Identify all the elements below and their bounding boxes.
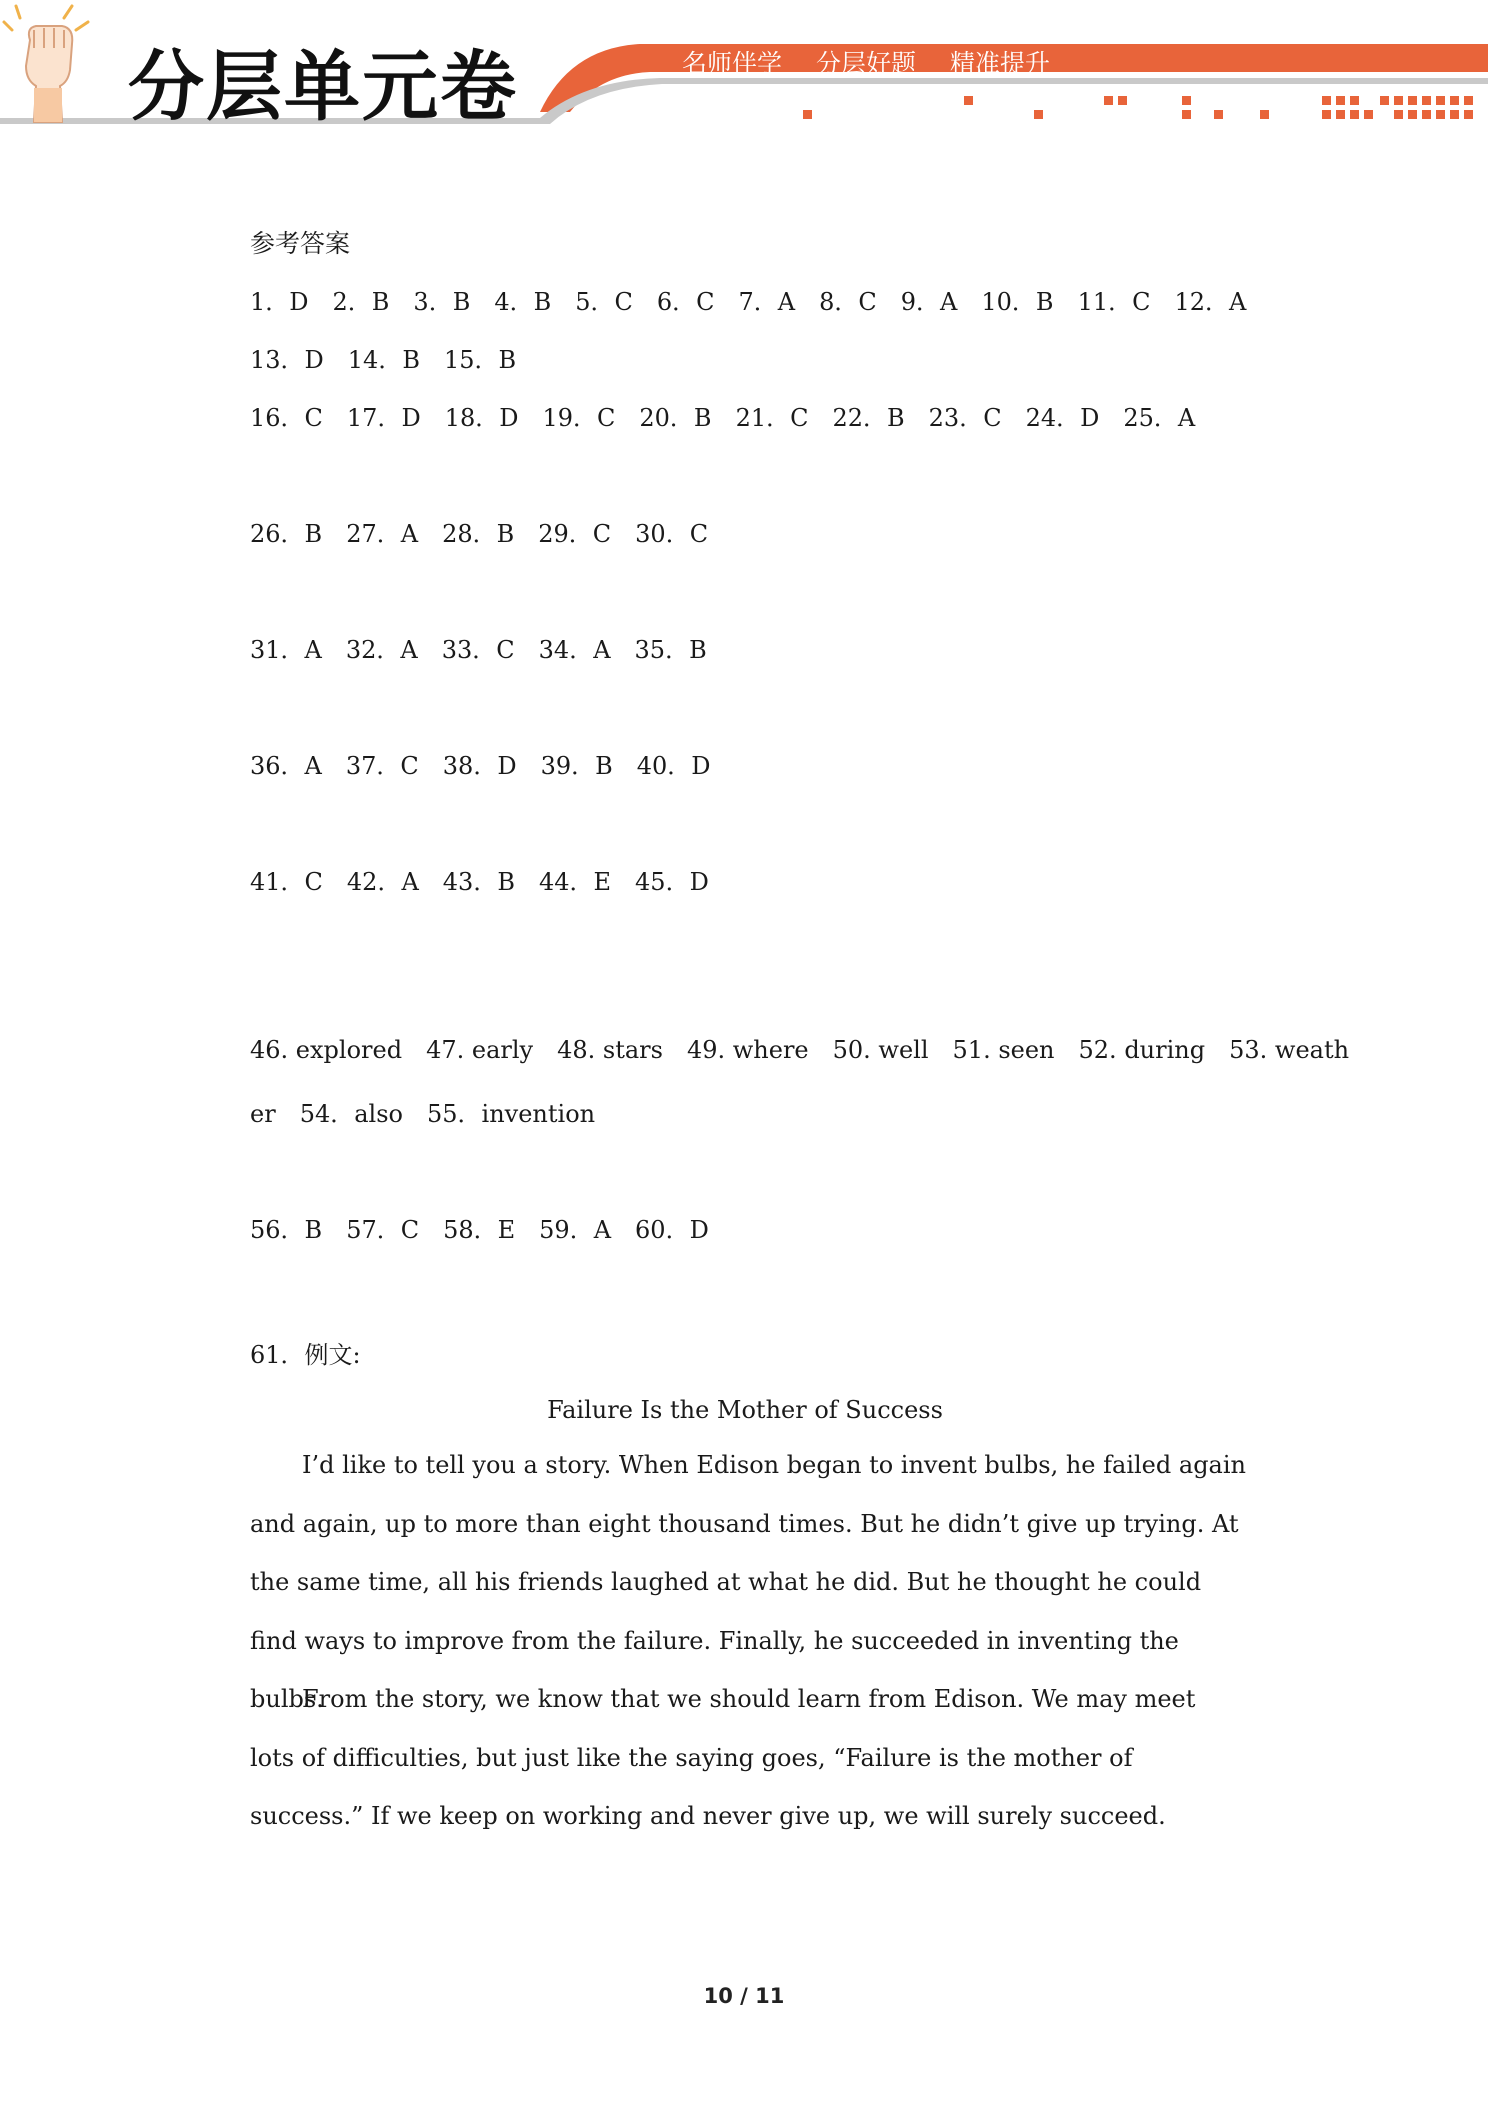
- answer-item: 10．B: [981, 288, 1054, 316]
- answer-item: 54．also: [299, 1100, 403, 1128]
- answer-item: 37．C: [345, 752, 419, 780]
- answer-item: 2．B: [332, 288, 390, 316]
- answer-item: 51. seen: [952, 1036, 1055, 1064]
- answer-item: er: [250, 1100, 276, 1128]
- answer-item: 27．A: [346, 520, 419, 548]
- answer-item: 59．A: [539, 1216, 612, 1244]
- series-title: 分层单元卷: [128, 42, 518, 131]
- answer-item: 22．B: [832, 404, 905, 432]
- answer-item: 57．C: [346, 1216, 420, 1244]
- page-header: [0, 0, 1488, 150]
- answer-item: 12．A: [1174, 288, 1247, 316]
- answer-item: 19．C: [542, 404, 616, 432]
- answer-item: 26．B: [250, 520, 323, 548]
- answer-row: [250, 340, 516, 375]
- answer-item: 7．A: [738, 288, 796, 316]
- answer-row: [250, 398, 1195, 433]
- answer-item: 25．A: [1123, 404, 1196, 432]
- answer-item: 35．B: [634, 636, 707, 664]
- answer-item: 52. during: [1078, 1036, 1206, 1064]
- page-number: 10 / 11: [703, 1984, 785, 2008]
- answer-item: 33．C: [441, 636, 515, 664]
- answer-item: 36．A: [250, 752, 322, 780]
- answer-item: 58．E: [443, 1216, 516, 1244]
- answer-item: 47. early: [426, 1036, 534, 1064]
- answer-item: 43．B: [442, 868, 515, 896]
- answer-item: 16．C: [250, 404, 323, 432]
- answer-key-heading: 参考答案: [250, 229, 351, 258]
- answer-item: 56．B: [250, 1216, 323, 1244]
- essay-paragraph-text: I’d like to tell you a story. When Edison began to invent bulbs, he failed again and again, up to more than eight thousand times. But he didn’t give up trying. At the same time, all his friends laughed at what he did. But he thought he could find ways to improve from the failure. Finally, he succeeded in inventing the bulbs.: [250, 1451, 1246, 1713]
- essay-paragraph-text: From the story, we know that we should learn from Edison. We may meet lots of difficulties, but just like the saying goes, “Failure is the mother of success.” If we keep on working and never give up, we will surely succeed.: [250, 1685, 1196, 1830]
- answer-row: [250, 630, 707, 665]
- answer-item: 23．C: [928, 404, 1002, 432]
- answer-item: 60．D: [635, 1216, 709, 1244]
- slogan-item: 精准提升: [949, 49, 1050, 78]
- answer-item: 46. explored: [250, 1036, 403, 1064]
- answer-item: 38．D: [442, 752, 517, 780]
- answer-item: 11．C: [1077, 288, 1151, 316]
- answer-item: 31．A: [250, 636, 322, 664]
- answer-item: 44．E: [538, 868, 612, 896]
- answer-item: 42．A: [346, 868, 419, 896]
- answer-item: 8．C: [819, 288, 877, 316]
- slogan-item: 分层好题: [815, 49, 916, 78]
- answer-item: 18．D: [444, 404, 519, 432]
- answer-item: 24．D: [1025, 404, 1100, 432]
- answer-item: 41．C: [250, 868, 323, 896]
- answer-item: 28．B: [442, 520, 515, 548]
- answer-item: 39．B: [540, 752, 613, 780]
- answer-item: 4．B: [494, 288, 552, 316]
- essay-title: Failure Is the Mother of Success: [547, 1396, 943, 1424]
- answer-row: [250, 862, 709, 897]
- answer-item: 55．invention: [426, 1100, 596, 1128]
- answer-item: 20．B: [639, 404, 712, 432]
- answer-row: [250, 1210, 709, 1245]
- answer-item: 6．C: [656, 288, 715, 316]
- answer-item: 9．A: [900, 288, 958, 316]
- answer-item: 13．D: [250, 346, 324, 374]
- answer-item: 49. where: [686, 1036, 809, 1064]
- answer-item: 5．C: [575, 288, 633, 316]
- answer-item: 32．A: [345, 636, 418, 664]
- answer-item: 40．D: [636, 752, 711, 780]
- answer-item: 45．D: [635, 868, 709, 896]
- answer-row: [250, 746, 711, 781]
- answer-item: 34．A: [538, 636, 611, 664]
- answer-item: 15．B: [443, 346, 517, 374]
- answer-item: 53. weath: [1229, 1036, 1350, 1064]
- slogan-item: 名师伴学: [682, 49, 783, 78]
- answer-item: 29．C: [538, 520, 612, 548]
- answer-item: 3．B: [413, 288, 471, 316]
- answer-row: [250, 1036, 1349, 1064]
- header-slogan: [682, 44, 1076, 80]
- answer-item: 50. well: [832, 1036, 929, 1064]
- answer-item: 30．C: [635, 520, 709, 548]
- question-61-label: 61．例文:: [250, 1341, 361, 1369]
- answer-row: [250, 514, 708, 549]
- raised-fist-icon: [0, 0, 96, 124]
- answer-row: [250, 1094, 595, 1129]
- answer-item: 17．D: [346, 404, 421, 432]
- essay-paragraph-2: [250, 1670, 1210, 1846]
- answer-item: 21．C: [735, 404, 809, 432]
- answer-item: 48. stars: [557, 1036, 663, 1064]
- answer-row: [250, 282, 1246, 317]
- answer-item: 14．B: [347, 346, 420, 374]
- answer-item: 1．D: [250, 288, 309, 316]
